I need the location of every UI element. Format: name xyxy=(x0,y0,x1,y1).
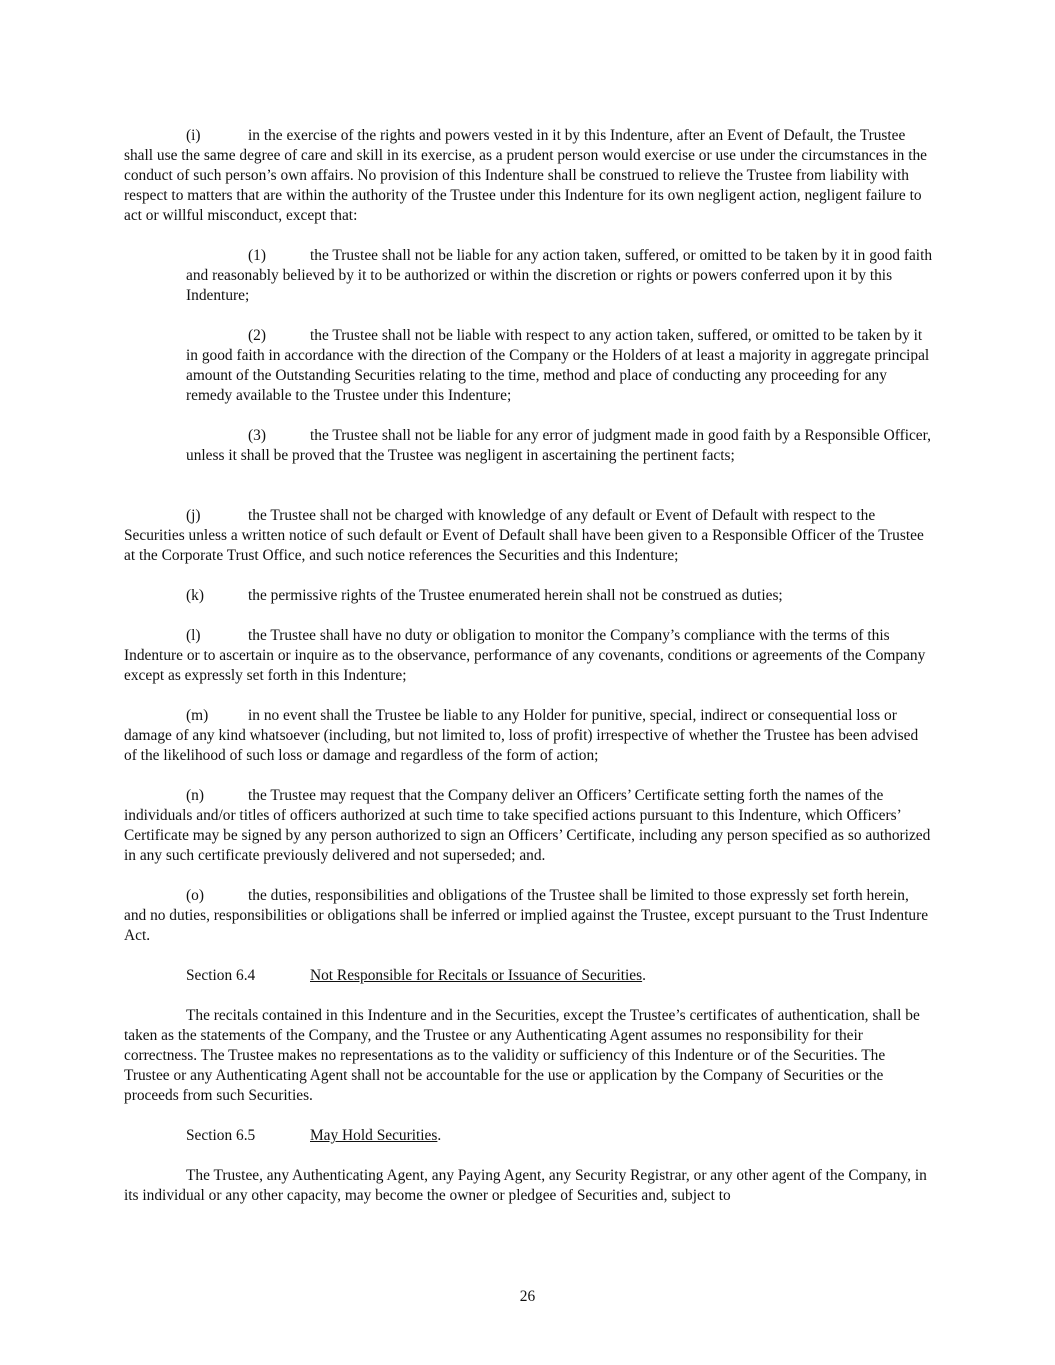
paragraph-3 xyxy=(186,426,934,466)
item-text: the permissive rights of the Trustee enumerated herein shall not be construed as duties; xyxy=(248,587,783,604)
page-number: 26 xyxy=(519,1288,536,1305)
item-text: the Trustee shall not be liable for any error of judgment made in good faith by a Responsible Officer, unless it shall be proved that the Trustee was negligent in ascertaining the pertinent facts; xyxy=(186,427,931,464)
item-label: (3) xyxy=(248,427,266,444)
paragraph-i xyxy=(124,126,934,226)
item-label: (j) xyxy=(186,507,201,524)
section-6-4-body xyxy=(124,1006,934,1106)
item-label: (2) xyxy=(248,327,266,344)
item-label: (o) xyxy=(186,887,204,904)
paragraph-j xyxy=(124,506,934,566)
section-text: The Trustee, any Authenticating Agent, any Paying Agent, any Security Registrar, or any other agent of the Company, in its individual or any other capacity, may become the owner or pledgee of Securities and, subject to xyxy=(124,1167,927,1204)
section-6-5-heading: Section 6.5 May Hold Securities. xyxy=(186,1127,442,1144)
paragraph-n xyxy=(124,786,934,866)
item-label: (1) xyxy=(248,247,266,264)
item-text: the duties, responsibilities and obligations of the Trustee shall be limited to those expressly set forth herein, and no duties, responsibilities or obligations shall be inferred or implied against the Trustee, except pursuant to the Trust Indenture Act. xyxy=(124,887,929,944)
section-6-5-body xyxy=(124,1166,934,1206)
section-text: The recitals contained in this Indenture and in the Securities, except the Trustee’s certificates of authentication, shall be taken as the statements of the Company, and the Trustee or any Authenticating Agent assumes no responsibility for their correctness. The Trustee makes no representations as to the validity or sufficiency of this Indenture or of the Securities. The Trustee or any Authenticating Agent shall not be accountable for the use or application by the Company of Securities or the proceeds from such Securities. xyxy=(124,1007,920,1104)
item-text: the Trustee shall have no duty or obligation to monitor the Company’s compliance with the terms of this Indenture or to ascertain or inquire as to the observance, performance of any covenants, conditions or agreements of the Company except as expressly set forth in this Indenture; xyxy=(124,627,926,684)
paragraph-1 xyxy=(186,246,934,306)
paragraph-l xyxy=(124,626,934,686)
section-title: Not Responsible for Recitals or Issuance of Securities xyxy=(310,967,643,984)
section-6-4-heading: Section 6.4 Not Responsible for Recitals or Issuance of Securities. xyxy=(186,967,646,984)
paragraph-o xyxy=(124,886,934,946)
item-label: (i) xyxy=(186,127,201,144)
section-label: Section 6.4 xyxy=(186,967,256,984)
item-text: the Trustee may request that the Company deliver an Officers’ Certificate setting forth the names of the individuals and/or titles of officers authorized at such time to take specified actions pursuant to this Indenture, which Officers’ Certificate may be signed by any person authorized to sign an Officers’ Certificate, including any person specified as so authorized in any such certificate previously delivered and not superseded; and. xyxy=(124,787,931,864)
item-label: (l) xyxy=(186,627,201,644)
item-text: the Trustee shall not be liable with respect to any action taken, suffered, or omitted to be taken by it in good faith in accordance with the direction of the Company or the Holders of at least a majority in aggregate principal amount of the Outstanding Securities relating to the time, method and place of conducting any proceeding for any remedy available to the Trustee under this Indenture; xyxy=(186,327,930,404)
item-text: the Trustee shall not be liable for any action taken, suffered, or omitted to be taken by it in good faith and reasonably believed by it to be authorized or within the discretion or rights or powers conferred upon it by this Indenture; xyxy=(186,247,933,304)
section-title: May Hold Securities xyxy=(310,1127,438,1144)
item-label: (m) xyxy=(186,707,209,724)
item-text: in the exercise of the rights and powers vested in it by this Indenture, after an Event of Default, the Trustee shall use the same degree of care and skill in its exercise, as a prudent person would exercise or use under the circumstances in the conduct of such person’s own affairs. No provision of this Indenture shall be construed to relieve the Trustee from liability with respect to matters that are within the authority of the Trustee under this Indenture for its own negligent action, negligent failure to act or willful misconduct, except that: xyxy=(124,127,928,224)
section-label: Section 6.5 xyxy=(186,1127,256,1144)
paragraph-2 xyxy=(186,326,934,406)
item-label: (k) xyxy=(186,587,204,604)
paragraph-m xyxy=(124,706,934,766)
item-text: in no event shall the Trustee be liable to any Holder for punitive, special, indirect or consequential loss or damage of any kind whatsoever (including, but not limited to, loss of profit) irrespective of whether the Trustee has been advised of the likelihood of such loss or damage and regardless of the form of action; xyxy=(124,707,919,764)
item-label: (n) xyxy=(186,787,204,804)
item-text: the Trustee shall not be charged with knowledge of any default or Event of Default with respect to the Securities unless a written notice of such default or Event of Default shall have been given to a Responsible Officer of the Trustee at the Corporate Trust Office, and such notice references the Securities and this Indenture; xyxy=(124,507,924,564)
paragraph-k xyxy=(124,586,934,606)
